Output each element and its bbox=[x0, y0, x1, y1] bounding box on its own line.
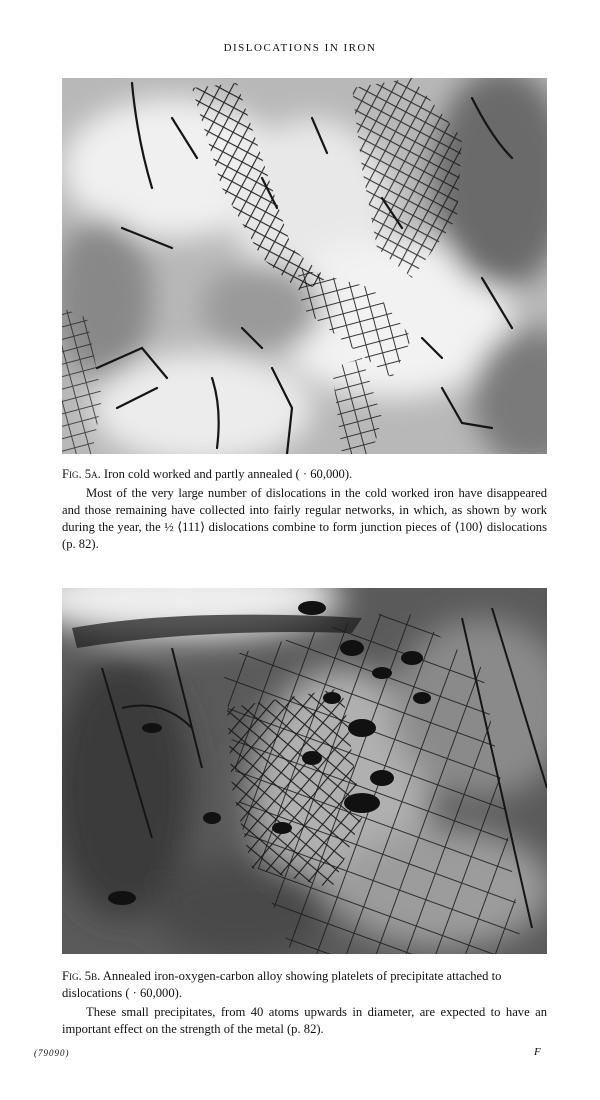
micrograph-fig-5a bbox=[62, 78, 547, 454]
footer-print-code: (79090) bbox=[34, 1048, 70, 1058]
footer-signature-mark: F bbox=[534, 1046, 541, 1058]
dislocation-network-image bbox=[62, 78, 547, 454]
figure-label: Fig. 5b. bbox=[62, 969, 101, 983]
caption-title-fig-5b bbox=[62, 968, 547, 1002]
caption-title-fig-5a bbox=[62, 466, 547, 483]
figure-description: These small precipitates, from 40 atoms upwards in diameter, are expected to have an important effect on the strength of the metal (p. 82). bbox=[62, 1005, 547, 1036]
micrograph-fig-5b bbox=[62, 588, 547, 954]
figure-description: Most of the very large number of dislocations in the cold worked iron have disappeared and those remaining have collected into fairly regular networks, in which, as shown by work during the year, the ½ ⟨111⟩ dislocations combine to form junction pieces of ⟨100⟩ dislocations (p. 82). bbox=[62, 486, 547, 551]
figure-caption: Annealed iron-oxygen-carbon alloy showing platelets of precipitate attached to dislocations ( · 60,000). bbox=[62, 969, 502, 1000]
precipitate-network-image bbox=[62, 588, 547, 954]
caption-fig-5a bbox=[62, 466, 547, 553]
caption-fig-5b bbox=[62, 968, 547, 1038]
figure-label: Fig. 5a. bbox=[62, 467, 101, 481]
running-head: DISLOCATIONS IN IRON bbox=[223, 42, 377, 54]
figure-caption: Iron cold worked and partly annealed ( · 60,000). bbox=[103, 467, 353, 481]
